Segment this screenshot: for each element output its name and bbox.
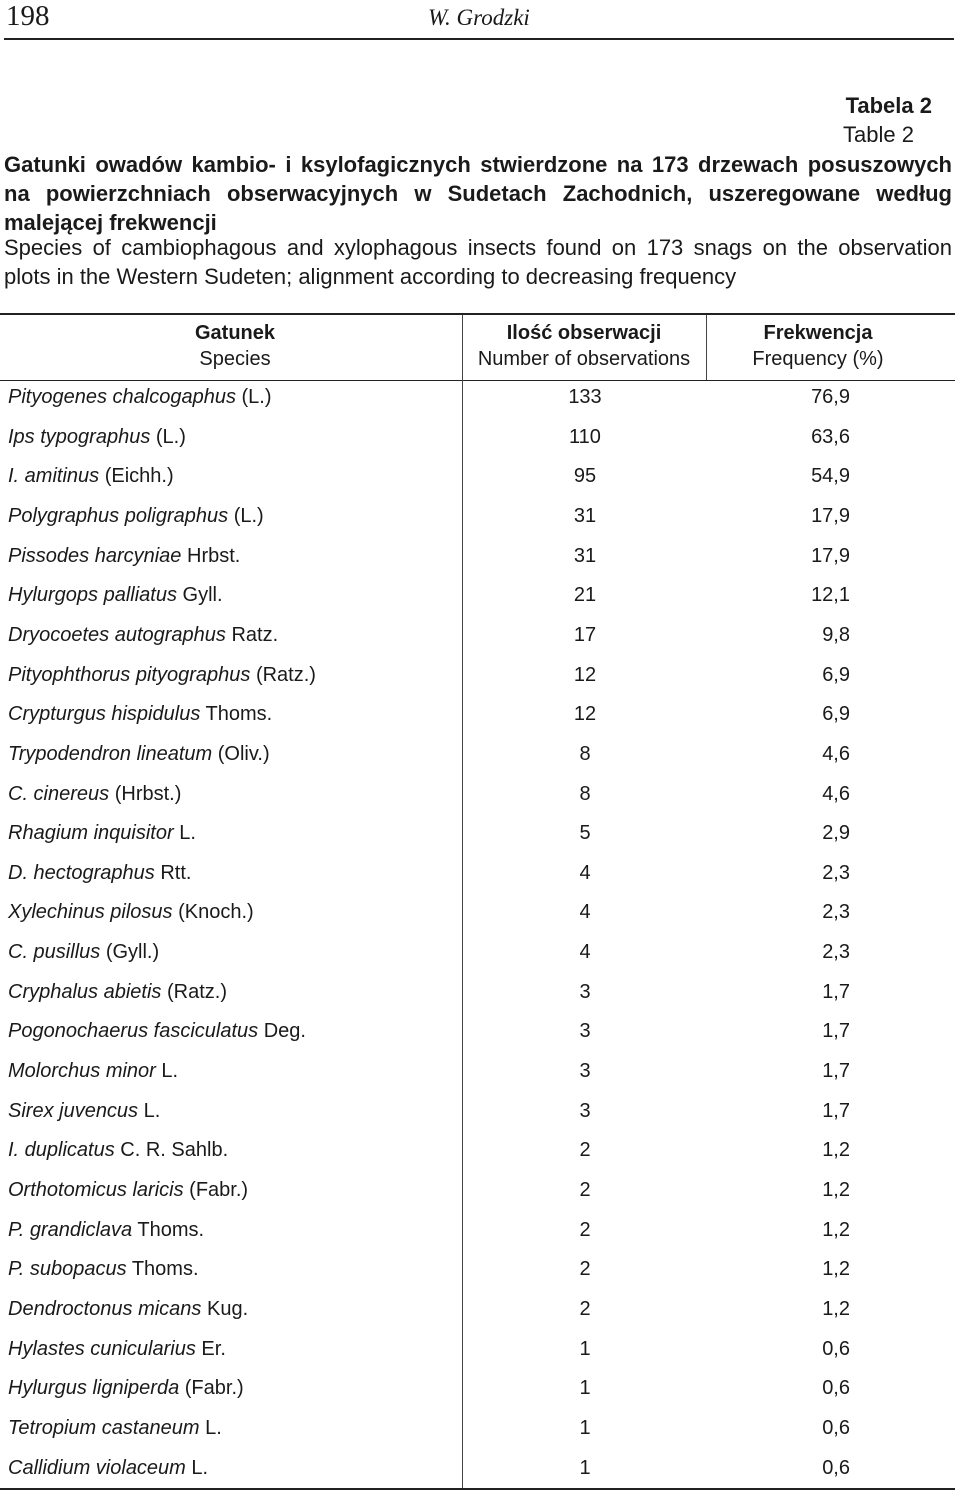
column-header-observations-pl: Ilość obserwacji — [506, 322, 662, 344]
frequency-cell: 76,9 — [811, 386, 850, 408]
species-author: (Hrbst.) — [114, 782, 182, 805]
table-row — [0, 856, 955, 895]
species-author: L. — [161, 1060, 179, 1083]
species-cell — [8, 901, 254, 924]
table-row — [0, 1054, 955, 1093]
observations-cell: 1 — [579, 1377, 591, 1400]
column-header-frequency-pl: Frekwencja — [763, 322, 873, 344]
frequency-cell: 17,9 — [811, 544, 850, 567]
frequency-cell: 0,6 — [822, 1416, 850, 1439]
table-row — [0, 816, 955, 855]
species-cell — [8, 386, 272, 409]
species-author: Er. — [201, 1337, 226, 1360]
species-author: (Fabr.) — [184, 1377, 244, 1400]
frequency-cell: 2,3 — [822, 941, 850, 964]
observations-cell: 2 — [579, 1179, 591, 1201]
species-name: Sirex juvencus — [8, 1099, 139, 1122]
species-cell — [8, 664, 316, 687]
species-author: (Ratz.) — [166, 980, 227, 1003]
frequency-cell: 54,9 — [811, 465, 850, 488]
species-name: Tetropium castaneum — [8, 1416, 200, 1439]
table-row — [0, 578, 955, 617]
observations-cell: 2 — [579, 1139, 591, 1162]
observations-cell: 133 — [568, 386, 602, 408]
species-cell — [8, 1060, 178, 1083]
species-name: Trypodendron lineatum — [8, 742, 213, 765]
table-row — [0, 975, 955, 1014]
species-cell — [8, 1179, 248, 1202]
species-cell — [8, 584, 223, 607]
frequency-cell: 1,2 — [822, 1139, 850, 1162]
table-row — [0, 1292, 955, 1331]
frequency-cell: 6,9 — [822, 703, 850, 726]
species-name: Callidium violaceum — [8, 1456, 186, 1479]
species-name: I. duplicatus — [8, 1139, 115, 1162]
table-row — [0, 1252, 955, 1291]
table-row — [0, 777, 955, 816]
frequency-cell: 0,6 — [822, 1377, 850, 1400]
frequency-cell: 1,2 — [822, 1258, 850, 1281]
observations-cell: 12 — [573, 703, 597, 726]
frequency-cell: 1,7 — [822, 980, 850, 1003]
species-name: Rhagium inquisitor — [8, 822, 174, 845]
species-cell — [8, 1377, 244, 1400]
page-number: 198 — [6, 0, 50, 32]
species-name: Ips typographus — [8, 425, 151, 448]
table-top-rule — [0, 313, 955, 315]
species-name: Pityophthorus pityographus — [8, 663, 251, 686]
species-name: C. pusillus — [8, 941, 101, 964]
observations-cell: 4 — [579, 941, 591, 964]
species-cell — [8, 505, 264, 528]
species-name: D. hectographus — [8, 861, 155, 884]
species-name: Molorchus minor — [8, 1060, 156, 1083]
species-cell — [8, 1298, 248, 1321]
species-name: Polygraphus poligraphus — [8, 504, 229, 527]
observations-cell: 17 — [573, 623, 597, 646]
column-header-frequency-en: Frequency (%) — [752, 348, 884, 370]
species-cell — [8, 743, 270, 766]
species-author: Thoms. — [205, 703, 273, 726]
observations-cell: 1 — [579, 1337, 591, 1360]
species-cell — [8, 1219, 204, 1242]
species-cell — [8, 1020, 306, 1043]
observations-cell: 2 — [579, 1258, 591, 1281]
page-header — [4, 0, 954, 40]
frequency-cell: 12,1 — [811, 584, 850, 607]
species-author: L. — [205, 1416, 222, 1439]
species-author: Deg. — [263, 1020, 306, 1043]
species-cell — [8, 981, 227, 1004]
species-cell — [8, 1338, 226, 1361]
species-author: (L.) — [233, 504, 264, 527]
species-name: Hylurgus ligniperda — [8, 1377, 180, 1400]
species-author: (L.) — [241, 386, 272, 408]
column-header-species-en: Species — [199, 348, 271, 370]
species-name: Crypturgus hispidulus — [8, 703, 201, 726]
species-cell — [8, 624, 278, 647]
observations-cell: 95 — [573, 465, 597, 488]
observations-cell: 2 — [579, 1218, 591, 1241]
observations-cell: 3 — [579, 1020, 591, 1043]
table-row — [0, 1371, 955, 1410]
frequency-cell: 1,2 — [822, 1179, 850, 1201]
species-author: (Eichh.) — [104, 465, 174, 488]
column-header-species-pl: Gatunek — [194, 322, 276, 344]
species-name: Hylurgops palliatus — [8, 584, 177, 607]
frequency-cell: 4,6 — [822, 782, 850, 805]
species-name: P. subopacus — [8, 1258, 127, 1281]
table-label-pl: Tabela 2 — [845, 93, 932, 118]
frequency-cell: 1,7 — [822, 1060, 850, 1083]
frequency-cell: 0,6 — [822, 1456, 850, 1479]
observations-cell: 3 — [579, 1099, 591, 1122]
observations-cell: 1 — [579, 1416, 591, 1439]
frequency-cell: 1,2 — [822, 1218, 850, 1241]
species-author: Thoms. — [131, 1258, 199, 1281]
species-name: C. cinereus — [8, 782, 110, 805]
observations-cell: 2 — [579, 1297, 591, 1320]
frequency-cell: 4,6 — [822, 742, 850, 765]
frequency-cell: 1,7 — [822, 1099, 850, 1122]
species-cell — [8, 1100, 160, 1123]
species-cell — [8, 941, 159, 964]
frequency-cell: 2,9 — [822, 822, 850, 845]
table-row — [0, 420, 955, 459]
table-row — [0, 935, 955, 974]
species-cell — [8, 1258, 199, 1281]
table-row — [0, 1133, 955, 1172]
observations-cell: 3 — [579, 1060, 591, 1083]
species-author: (L.) — [155, 425, 186, 448]
species-author: Gyll. — [182, 584, 223, 607]
frequency-cell: 17,9 — [811, 504, 850, 527]
species-name: Dendroctonus micans — [8, 1297, 202, 1320]
species-author: Hrbst. — [187, 544, 241, 567]
species-author: (Gyll.) — [105, 941, 160, 964]
species-author: Kug. — [207, 1297, 249, 1320]
species-author: (Knoch.) — [178, 901, 254, 924]
frequency-cell: 9,8 — [822, 623, 850, 646]
observations-cell: 5 — [579, 822, 591, 845]
frequency-cell: 2,3 — [822, 901, 850, 924]
observations-cell: 1 — [579, 1456, 591, 1479]
species-cell — [8, 1417, 222, 1440]
table-row — [0, 499, 955, 538]
table-row — [0, 459, 955, 498]
species-name: I. amitinus — [8, 465, 100, 488]
observations-cell: 8 — [579, 742, 591, 765]
column-header-frequency — [708, 320, 928, 372]
observations-cell: 110 — [569, 425, 601, 448]
table-row — [0, 1451, 955, 1490]
table-row — [0, 539, 955, 578]
table-row — [0, 1094, 955, 1133]
column-header-species — [120, 320, 350, 372]
species-author: L. — [179, 822, 196, 845]
species-author: L. — [143, 1099, 161, 1122]
running-head: W. Grodzki — [428, 5, 530, 30]
observations-cell: 3 — [579, 980, 591, 1003]
species-author: (Oliv.) — [217, 742, 270, 765]
species-author: Rtt. — [160, 861, 192, 884]
species-cell — [8, 545, 240, 568]
observations-cell: 31 — [573, 544, 597, 567]
column-header-observations-en: Number of observations — [477, 348, 691, 370]
species-name: Orthotomicus laricis — [8, 1179, 184, 1201]
species-author: (Ratz.) — [255, 663, 316, 686]
frequency-cell: 2,3 — [822, 861, 850, 884]
species-name: Pissodes harcyniae — [8, 544, 182, 567]
species-name: Dryocoetes autographus — [8, 623, 226, 646]
table-caption-en: Species of cambiophagous and xylophagous insects found on 173 snags on the observation plots in the Western Sudeten; alignment according to decreasing frequency — [4, 235, 952, 289]
species-cell — [8, 703, 272, 726]
species-cell — [8, 426, 186, 449]
species-cell — [8, 783, 181, 806]
species-cell — [8, 822, 196, 845]
table-label-en: Table 2 — [843, 122, 914, 147]
observations-cell: 31 — [573, 504, 597, 527]
table-row — [0, 380, 955, 419]
table-row — [0, 697, 955, 736]
species-cell — [8, 1139, 228, 1162]
observations-cell: 8 — [579, 782, 591, 805]
table-row — [0, 1411, 955, 1450]
species-name: Hylastes cunicularius — [8, 1337, 196, 1360]
species-author: Thoms. — [137, 1218, 205, 1241]
frequency-cell: 63,6 — [811, 425, 850, 448]
table-row — [0, 1173, 955, 1212]
species-cell — [8, 465, 174, 488]
species-author: Ratz. — [231, 623, 279, 646]
species-cell — [8, 1457, 208, 1480]
table-row — [0, 658, 955, 697]
species-name: Cryphalus abietis — [8, 980, 162, 1003]
frequency-cell: 6,9 — [822, 663, 850, 686]
table-row — [0, 895, 955, 934]
observations-cell: 4 — [579, 861, 591, 884]
table-row — [0, 737, 955, 776]
species-cell — [8, 862, 191, 885]
species-author: (Fabr.) — [189, 1179, 249, 1201]
table-row — [0, 1014, 955, 1053]
frequency-cell: 1,7 — [822, 1020, 850, 1043]
species-name: Xylechinus pilosus — [8, 901, 173, 924]
species-name: P. grandiclava — [8, 1218, 133, 1241]
table-row — [0, 618, 955, 657]
table-row — [0, 1213, 955, 1252]
species-author: L. — [191, 1456, 209, 1479]
table-row — [0, 1332, 955, 1371]
column-divider-2 — [706, 315, 707, 380]
observations-cell: 12 — [573, 663, 597, 686]
frequency-cell: 0,6 — [822, 1337, 850, 1360]
species-name: Pogonochaerus fasciculatus — [8, 1020, 259, 1043]
table-caption-pl: Gatunki owadów kambio- i ksylofagicznych stwierdzone na 173 drzewach posuszowych na powierzchniach obserwacyjnych w Sudetach Zachodnich, uszeregowane według malejącej frekwencji — [4, 152, 952, 235]
species-author: C. R. Sahlb. — [120, 1139, 229, 1162]
frequency-cell: 1,2 — [822, 1297, 850, 1320]
species-name: Pityogenes chalcogaphus — [8, 386, 236, 408]
column-header-observations — [464, 320, 704, 372]
observations-cell: 21 — [573, 584, 597, 607]
observations-cell: 4 — [579, 901, 591, 924]
